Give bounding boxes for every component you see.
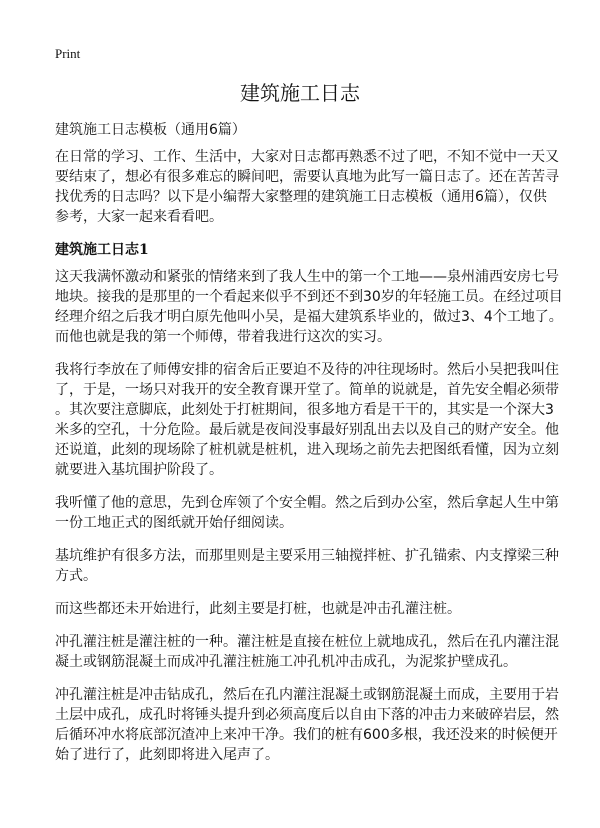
document-body	[55, 120, 563, 778]
section-heading: 建筑施工日志1	[55, 242, 149, 258]
body-paragraph	[55, 360, 559, 480]
text-line: 冲孔灌注桩是灌注桩的一种。灌注桩是直接在桩位上就地成孔，然后在孔内灌注混	[55, 634, 559, 650]
text-line: 我将行李放在了师傅安排的宿舍后正要迫不及待的冲往现场时。然后小吴把我叫住	[55, 362, 559, 378]
text-line: 而他也就是我的第一个师傅，带着我进行这次的实习。	[55, 329, 391, 345]
text-line: 凝土或钢筋混凝土而成冲孔灌注桩施工冲孔机冲击成孔，为泥浆护壁成孔。	[55, 654, 517, 670]
text-line: 就要进入基坑围护阶段了。	[55, 462, 223, 478]
text-line: 这天我满怀激动和紧张的情绪来到了我人生中的第一个工地——泉州浦西安房七号	[55, 269, 559, 285]
text-line: 米多的空孔，十分危险。最后就是夜间没事最好别乱出去以及自己的财产安全。他	[55, 422, 559, 438]
text-line: 要结束了，想必有很多难忘的瞬间吧，需要认真地为此写一篇日志了。还在苦苦寻	[55, 169, 559, 185]
text-line: 了，于是，一场只对我开的安全教育课开堂了。简单的说就是，首先安全帽必须带	[55, 382, 559, 398]
text-line: 经理介绍之后我才明白原先他叫小吴，是福大建筑系毕业的，做过3、4个工地了。	[55, 309, 563, 325]
text-line: 一份工地正式的图纸就开始仔细阅读。	[55, 515, 293, 531]
intro-paragraph	[55, 147, 559, 227]
text-line: 在日常的学习、工作、生活中，大家对日志都再熟悉不过了吧，不知不觉中一天又	[55, 149, 559, 165]
body-paragraph	[55, 546, 559, 586]
page-title: 建筑施工日志	[240, 81, 360, 105]
text-line: 我听懂了他的意思，先到仓库领了个安全帽。然之后到办公室，然后拿起人生中第	[55, 495, 559, 511]
text-line: 土层中成孔，成孔时将锤头提升到必须高度后以自由下落的冲击力来破碎岩层，然	[55, 707, 559, 723]
text-line: 而这些都还未开始进行，此刻主要是打桩，也就是冲击孔灌注桩。	[55, 601, 461, 617]
body-paragraph	[55, 599, 550, 619]
text-line: 冲孔灌注桩是冲击钻成孔，然后在孔内灌注混凝土或钢筋混凝土而成，主要用于岩	[55, 687, 559, 703]
text-line: 基坑维护有很多方法，而那里则是主要采用三轴搅拌桩、扩孔锚索、内支撑梁三种	[55, 548, 559, 564]
text-line: 后循环冲水将底部沉渣冲上来冲干净。我们的桩有600多根，我还没来的时候便开	[55, 727, 558, 743]
body-paragraph	[55, 685, 559, 765]
text-line: 找优秀的日志吗？以下是小编帮大家整理的建筑施工日志模板（通用6篇），仅供	[55, 189, 547, 205]
document-subtitle: 建筑施工日志模板（通用6篇）	[55, 122, 246, 138]
text-line: 参考，大家一起来看看吧。	[55, 209, 223, 225]
body-paragraph	[55, 267, 563, 347]
body-paragraph	[55, 493, 559, 533]
text-line: 。其次要注意脚底，此刻处于打桩期间，很多地方看是干干的，其实是一个深大3	[55, 402, 554, 418]
paragraphs	[55, 267, 563, 765]
text-line: 还说道，此刻的现场除了桩机就是桩机，进入现场之前先去把图纸看懂，因为立刻	[55, 442, 559, 458]
body-paragraph	[55, 632, 559, 672]
print-link[interactable]: Print	[55, 46, 81, 61]
text-line: 方式。	[55, 568, 97, 584]
text-line: 地块。接我的是那里的一个看起来似乎不到还不到30岁的年轻施工员。在经过项目	[55, 289, 563, 305]
text-line: 始了进行了，此刻即将进入尾声了。	[55, 747, 279, 763]
